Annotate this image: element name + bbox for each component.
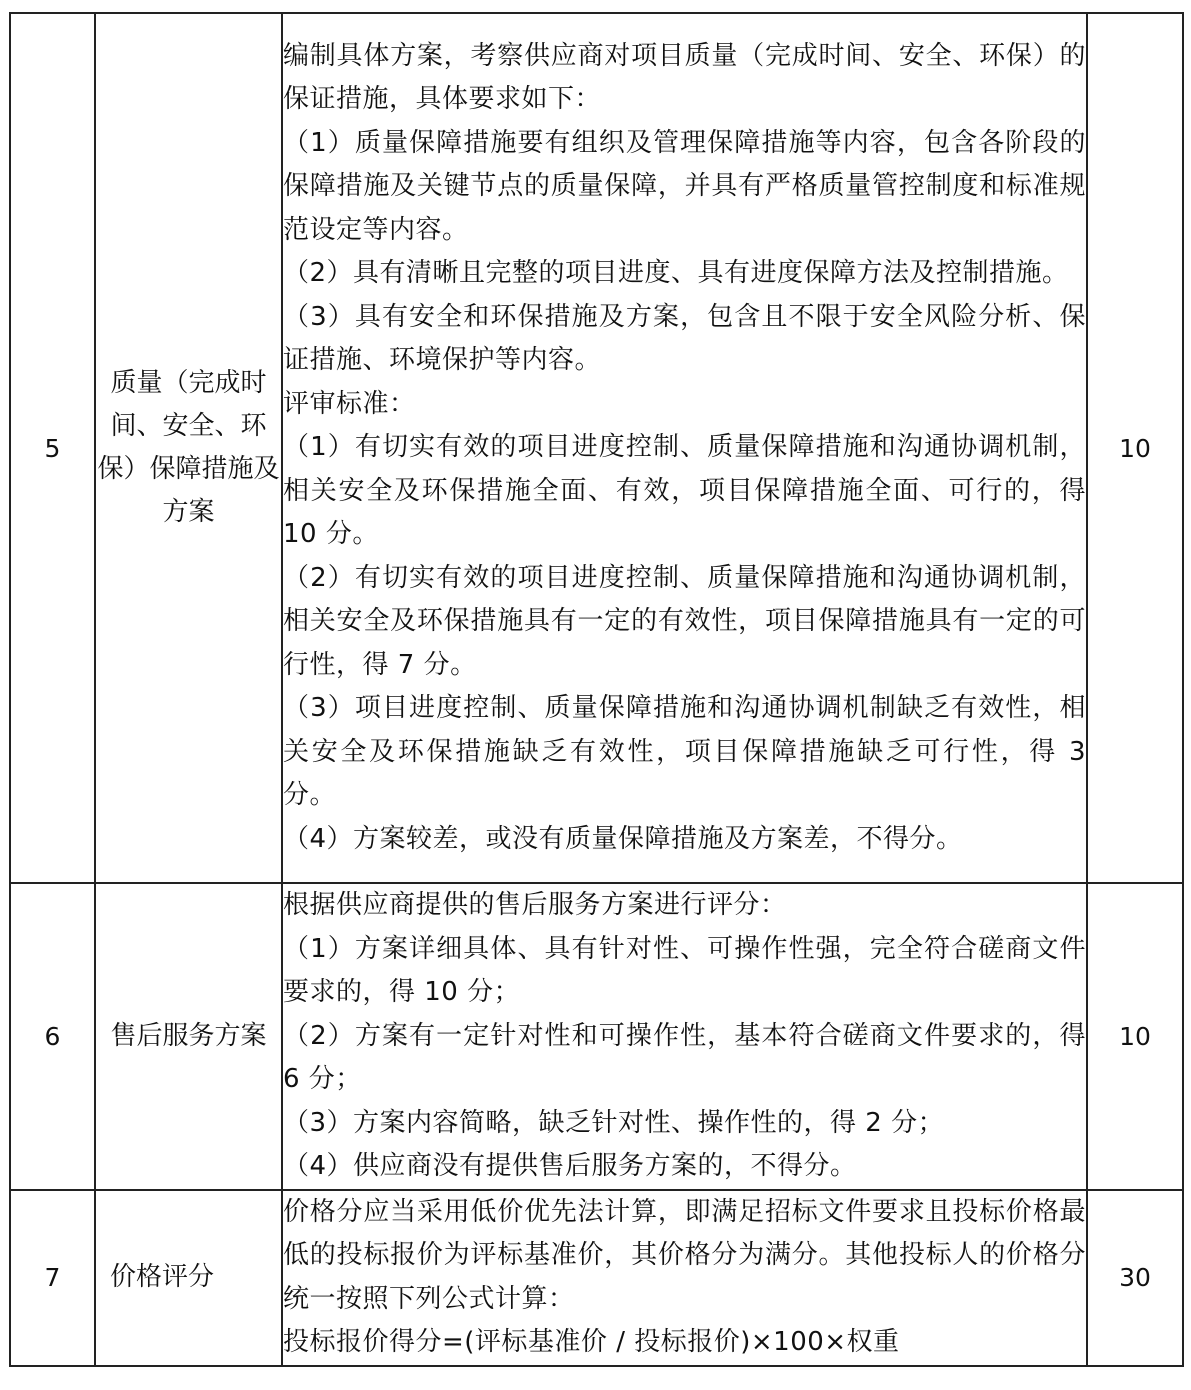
- evaluation-criteria: [282, 883, 1087, 1190]
- row-number-text: 5: [44, 433, 61, 463]
- evaluation-item-text: 售后服务方案: [110, 1020, 267, 1051]
- criteria-line: （2）方案有一定针对性和可操作性，基本符合磋商文件要求的，得 6 分；: [283, 1020, 1086, 1094]
- row-number: [10, 13, 95, 883]
- criteria-line: 价格分应当采用低价优先法计算，即满足招标文件要求且投标价格最低的投标报价为评标基准价，其价格分为满分。其他投标人的价格分统一按照下列公式计算：: [283, 1196, 1086, 1314]
- evaluation-criteria: [282, 13, 1087, 883]
- evaluation-item-text: 价格评分: [110, 1262, 215, 1292]
- criteria-line: （2）具有清晰且完整的项目进度、具有进度保障方法及控制措施。: [283, 258, 1069, 289]
- evaluation-criteria: [282, 1190, 1087, 1366]
- criteria-line: 评审标准：: [283, 388, 416, 419]
- criteria-line: 投标报价得分=(评标基准价 / 投标报价)×100×权重: [283, 1327, 900, 1357]
- criteria-line: （1）方案详细具体、具有针对性、可操作性强，完全符合磋商文件要求的，得 10 分；: [283, 933, 1086, 1007]
- table-row: [10, 13, 1183, 883]
- row-number-text: 7: [44, 1263, 61, 1292]
- evaluation-item: [95, 883, 282, 1190]
- evaluation-item: [95, 1190, 282, 1366]
- max-score-text: 10: [1119, 433, 1151, 463]
- max-score: [1087, 1190, 1183, 1366]
- criteria-line: （3）项目进度控制、质量保障措施和沟通协调机制缺乏有效性，相关安全及环保措施缺乏有效性，项目保障措施缺乏可行性，得 3 分。: [283, 693, 1086, 811]
- row-number: [10, 883, 95, 1190]
- table-row: [10, 883, 1183, 1190]
- row-number: [10, 1190, 95, 1366]
- criteria-line: （2）有切实有效的项目进度控制、质量保障措施和沟通协调机制，相关安全及环保措施具有一定的有效性，项目保障措施具有一定的可行性，得 7 分。: [283, 562, 1086, 680]
- max-score-text: 30: [1119, 1263, 1151, 1292]
- scoring-table: [9, 12, 1184, 1367]
- row-number-text: 6: [44, 1021, 61, 1051]
- criteria-line: 编制具体方案，考察供应商对项目质量（完成时间、安全、环保）的保证措施，具体要求如下：: [283, 40, 1086, 115]
- criteria-line: （4）方案较差，或没有质量保障措施及方案差，不得分。: [283, 823, 963, 854]
- criteria-line: （1）有切实有效的项目进度控制、质量保障措施和沟通协调机制，相关安全及环保措施全面、有效，项目保障措施全面、可行的，得 10 分。: [283, 432, 1086, 550]
- criteria-line: （3）具有安全和环保措施及方案，包含且不限于安全风险分析、保证措施、环境保护等内容。: [283, 301, 1086, 376]
- criteria-line: 根据供应商提供的售后服务方案进行评分：: [283, 890, 787, 920]
- table-row: [10, 1190, 1183, 1366]
- criteria-line: （3）方案内容简略，缺乏针对性、操作性的，得 2 分；: [283, 1107, 945, 1138]
- criteria-line: （4）供应商没有提供售后服务方案的，不得分。: [283, 1151, 857, 1181]
- criteria-line: （1）质量保障措施要有组织及管理保障措施等内容，包含各阶段的保障措施及关键节点的质量保障，并具有严格质量管控制度和标准规范设定等内容。: [283, 127, 1086, 245]
- max-score: [1087, 13, 1183, 883]
- evaluation-item: [95, 13, 282, 883]
- max-score: [1087, 883, 1183, 1190]
- evaluation-item-text: 质量（完成时间、安全、环保）保障措施及方案: [97, 368, 280, 527]
- max-score-text: 10: [1119, 1021, 1151, 1051]
